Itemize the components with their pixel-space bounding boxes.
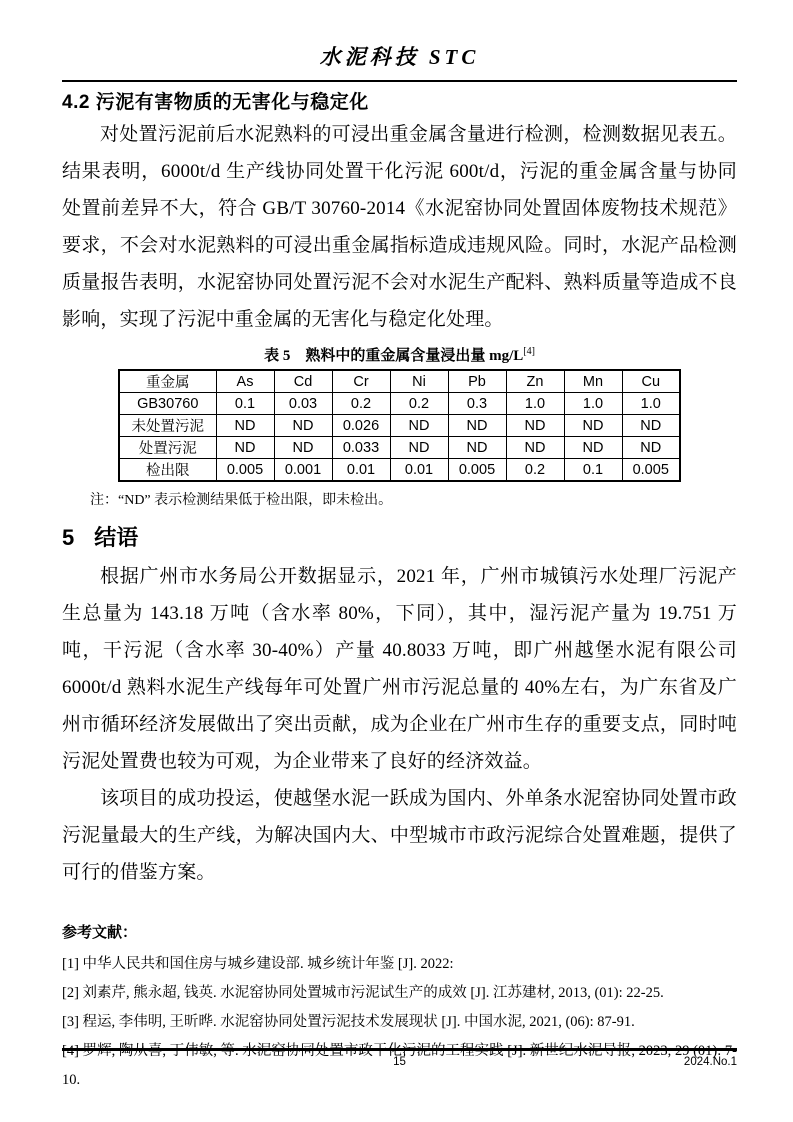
table-cell: 0.2 [506,459,564,482]
table-cell: ND [622,415,680,437]
table-cell: ND [448,415,506,437]
table-cell: ND [506,437,564,459]
table-cell: ND [564,437,622,459]
reference-item: [3] 程运, 李伟明, 王昕晔. 水泥窑协同处置污泥技术发展现状 [J]. 中国水泥, 2021, (06): 87-91. [62,1014,635,1030]
table-row [119,393,680,415]
table-cell: ND [622,437,680,459]
table-header-row [119,370,680,393]
table5-caption [62,344,737,365]
header-rule [62,80,737,82]
section-5-number: 5 [62,525,75,550]
section-5-paragraph-1: 根据广州市水务局公开数据显示，2021 年，广州市城镇污水处理厂污泥产生总量为 143.18 万吨（含水率 80%，下同），其中，湿污泥产量为 19.751 万吨，干污泥（含水率 30-40%）产量 40.8033 万吨，即广州越堡水泥有限公司 6000t/d 熟料水泥生产线每年可处置广州市污泥总量的 40%左右，为广东省及广州市循环经济发展做出了突出贡献，成为企业在广州市生存的重要支点，同时吨污泥处置费也较为可观，为企业带来了良好的经济效益。 [62,566,737,772]
table-row [119,437,680,459]
section-4-2-paragraph: 对处置污泥前后水泥熟料的可浸出重金属含量进行检测，检测数据见表五。结果表明，6000t/d 生产线协同处置干化污泥 600t/d，污泥的重金属含量与协同处置前差异不大，符合 GB/T 30760-2014《水泥窑协同处置固体废物技术规范》要求，不会对水泥熟料的可浸出重金属指标造成违规风险。同时，水泥产品检测质量报告表明，水泥窑协同处置污泥不会对水泥生产配料、熟料质量等造成不良影响，实现了污泥中重金属的无害化与稳定化处理。 [62,124,737,330]
reference-item: [4] 罗辉, 陶从喜, 丁伟敏, 等. 水泥窑协同处置市政干化污泥的工程实践 [J]. 新世纪水泥导报, 2023, 29 (01): 7-10. [62,1043,737,1088]
reference-item: [1] 中华人民共和国住房与城乡建设部. 城乡统计年鉴 [J]. 2022: [62,956,454,972]
table-cell: ND [564,415,622,437]
table-cell: 0.1 [564,459,622,482]
table-cell: 检出限 [119,459,216,482]
table-cell: 0.01 [390,459,448,482]
table-header-cell: Cd [274,370,332,393]
table-cell: 0.001 [274,459,332,482]
table-cell: ND [216,437,274,459]
table-cell: 0.005 [448,459,506,482]
table-cell: 0.1 [216,393,274,415]
table-cell: ND [274,437,332,459]
table-cell: 0.005 [622,459,680,482]
table-cell: 0.01 [332,459,390,482]
section-5-title: 结语 [94,525,139,550]
table-cell: 0.03 [274,393,332,415]
table-cell: 0.033 [332,437,390,459]
page-footer [62,1048,737,1068]
table-header-cell: 重金属 [119,370,216,393]
table5-caption-text: 表 5 熟料中的重金属含量浸出量 mg/L [264,348,524,364]
footer-page-number: 15 [393,1056,406,1068]
table-cell: 0.026 [332,415,390,437]
table-cell: 未处置污泥 [119,415,216,437]
table-cell: 0.005 [216,459,274,482]
table-cell: ND [506,415,564,437]
table-header-cell: Ni [390,370,448,393]
table-row [119,415,680,437]
table-cell: 1.0 [622,393,680,415]
table-cell: 0.3 [448,393,506,415]
table-cell: 0.2 [390,393,448,415]
table-cell: GB30760 [119,393,216,415]
references-section [62,921,737,1095]
section-4-2-heading: 4.2 污泥有害物质的无害化与稳定化 [62,92,369,113]
table-header-cell: Cr [332,370,390,393]
table-cell: ND [448,437,506,459]
table-cell: 1.0 [564,393,622,415]
table-header-cell: As [216,370,274,393]
table5-note: 注：“ND” 表示检测结果低于检出限，即未检出。 [90,493,393,508]
table-cell: ND [216,415,274,437]
table-header-cell: Pb [448,370,506,393]
table-header-cell: Zn [506,370,564,393]
table5 [118,369,681,482]
table-cell: 0.2 [332,393,390,415]
reference-item: [2] 刘素芹, 熊永超, 钱英. 水泥窑协同处置城市污泥试生产的成效 [J]. 江苏建材, 2013, (01): 22-25. [62,985,664,1001]
section-5-paragraph-2: 该项目的成功投运，使越堡水泥一跃成为国内、外单条水泥窑协同处置市政污泥量最大的生产线，为解决国内大、中型城市市政污泥综合处置难题，提供了可行的借鉴方案。 [62,788,737,883]
footer-issue: 2024.No.1 [683,1056,737,1068]
table-header-cell: Mn [564,370,622,393]
references-heading: 参考文献： [62,925,138,941]
table-cell: ND [390,437,448,459]
table-header-cell: Cu [622,370,680,393]
table5-caption-citation: [4] [523,346,535,357]
table-cell: ND [390,415,448,437]
journal-title: 水泥科技 STC [319,45,480,69]
section-5-heading [62,521,737,552]
table-row [119,459,680,482]
table-cell: 处置污泥 [119,437,216,459]
table-cell: 1.0 [506,393,564,415]
table-cell: ND [274,415,332,437]
